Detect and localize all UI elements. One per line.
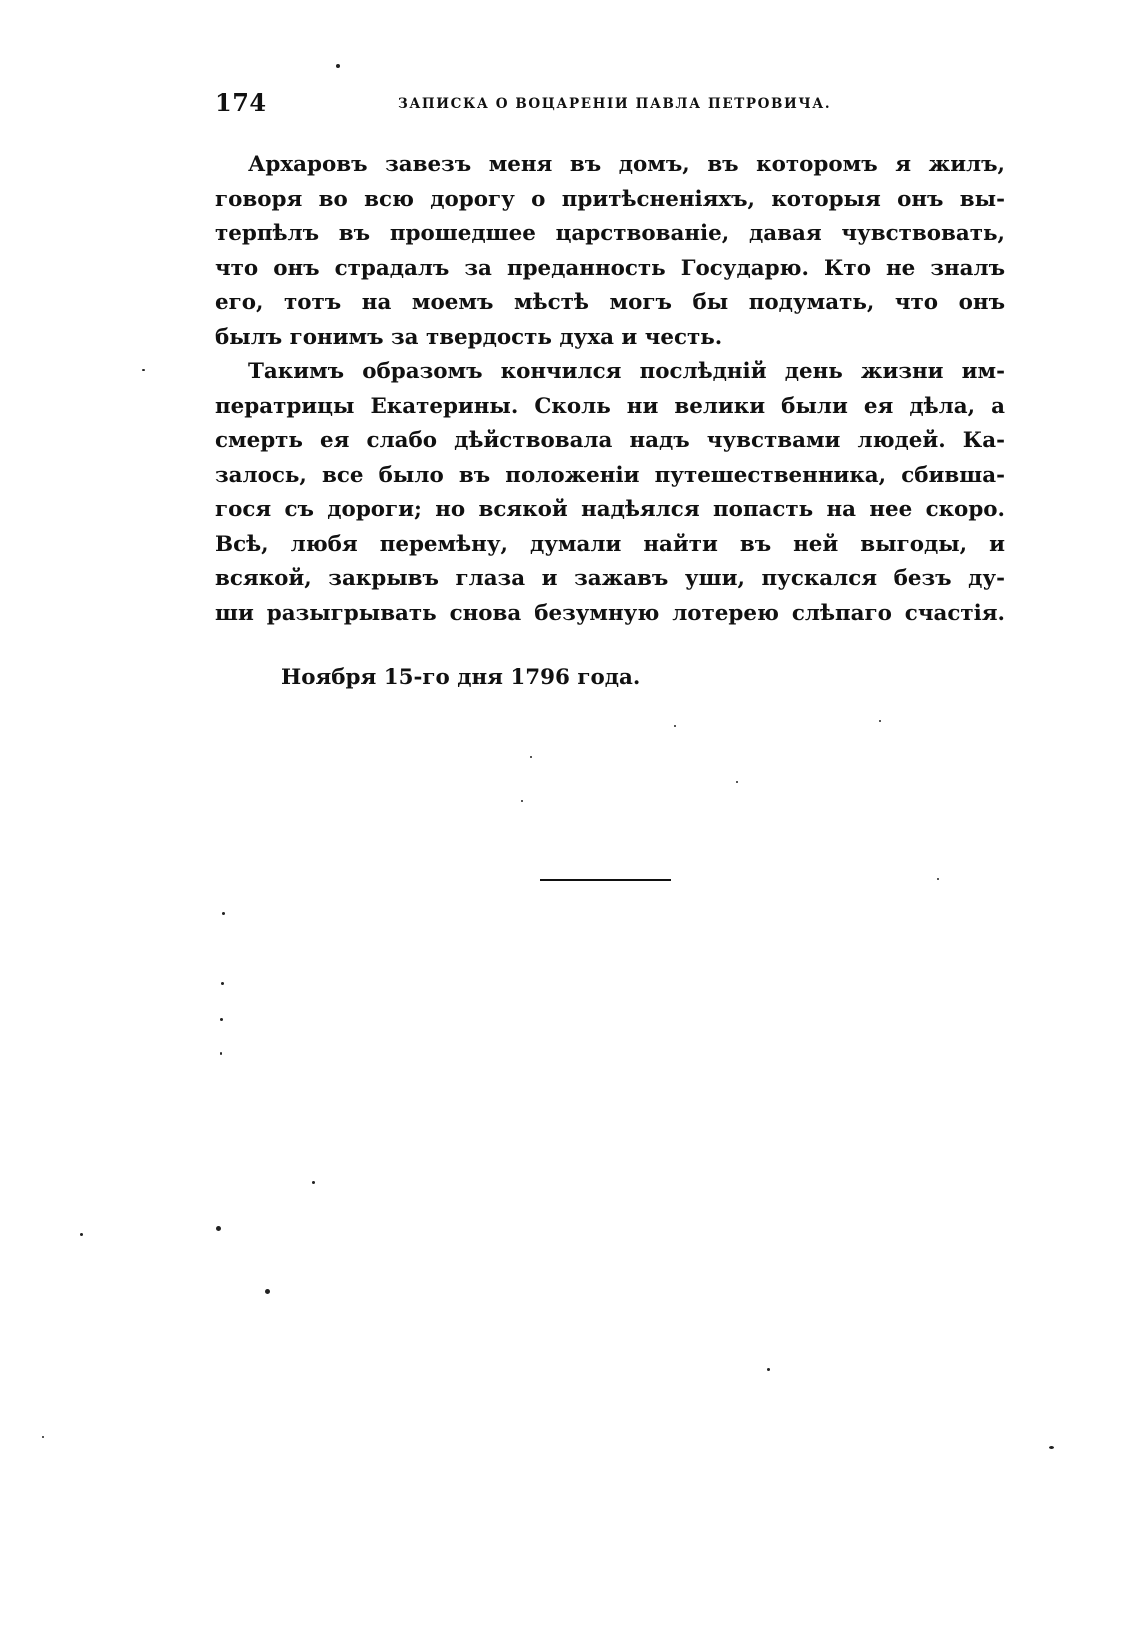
scan-speck: [142, 369, 145, 371]
page-number: 174: [215, 88, 267, 117]
text-line: Всѣ, любя перемѣну, думали найти въ ней выгоды, и: [215, 531, 1005, 557]
end-rule: [540, 879, 671, 881]
paragraph-1: [215, 148, 1005, 355]
text-line: гося съ дороги; но всякой надѣялся попасть на нее скоро.: [215, 497, 1005, 522]
scan-speck: [674, 725, 676, 727]
scan-speck: [767, 1368, 770, 1371]
scan-speck: [879, 720, 881, 722]
text-line: былъ гонимъ за твердость духа и честь.: [215, 324, 723, 350]
scan-speck: [312, 1181, 315, 1184]
scan-speck: [1049, 1446, 1054, 1449]
body-text: [215, 148, 1005, 631]
scan-speck: [521, 800, 523, 802]
text-line: залось, все было въ положеніи путешественника, сбивша-: [215, 462, 1005, 488]
scan-speck: [265, 1289, 270, 1294]
text-line: всякой, закрывъ глаза и зажавъ уши, пускался безъ ду-: [215, 566, 1005, 591]
page-header: [215, 88, 1005, 122]
text-line: смерть ея слабо дѣйствовала надъ чувствами людей. Ка-: [215, 428, 1005, 453]
scan-speck: [220, 1052, 222, 1055]
running-title: ЗАПИСКА О ВОЦАРЕНІИ ПАВЛА ПЕТРОВИЧА.: [398, 96, 832, 112]
scan-speck: [222, 912, 225, 915]
text-line: что онъ страдалъ за преданность Государю. Кто не зналъ: [215, 255, 1005, 281]
scan-speck: [530, 756, 532, 758]
paragraph-2: [215, 355, 1005, 631]
text-line: говоря во всю дорогу о притѣсненіяхъ, которыя онъ вы-: [215, 186, 1005, 212]
text-line: его, тотъ на моемъ мѣстѣ могъ бы подумать, что онъ: [215, 290, 1005, 315]
scan-speck: [221, 982, 224, 985]
scan-speck: [80, 1233, 83, 1236]
scan-speck: [220, 1018, 223, 1021]
text-line: ши разыгрывать снова безумную лотерею слѣпаго счастія.: [215, 600, 1005, 626]
scan-speck: [937, 878, 939, 880]
text-line: Такимъ образомъ кончился послѣдній день жизни им-: [248, 359, 1005, 384]
scan-speck: [736, 781, 738, 783]
date-line: Ноября 15-го дня 1796 года.: [281, 665, 641, 690]
scan-speck: [336, 64, 340, 68]
scan-speck: [216, 1226, 221, 1231]
text-line: ператрицы Екатерины. Сколь ни велики были ея дѣла, а: [215, 393, 1005, 419]
text-line: Архаровъ завезъ меня въ домъ, въ которомъ я жилъ,: [248, 152, 1005, 177]
scan-speck: [42, 1436, 44, 1438]
text-line: терпѣлъ въ прошедшее царствованіе, давая чувствовать,: [215, 221, 1005, 246]
